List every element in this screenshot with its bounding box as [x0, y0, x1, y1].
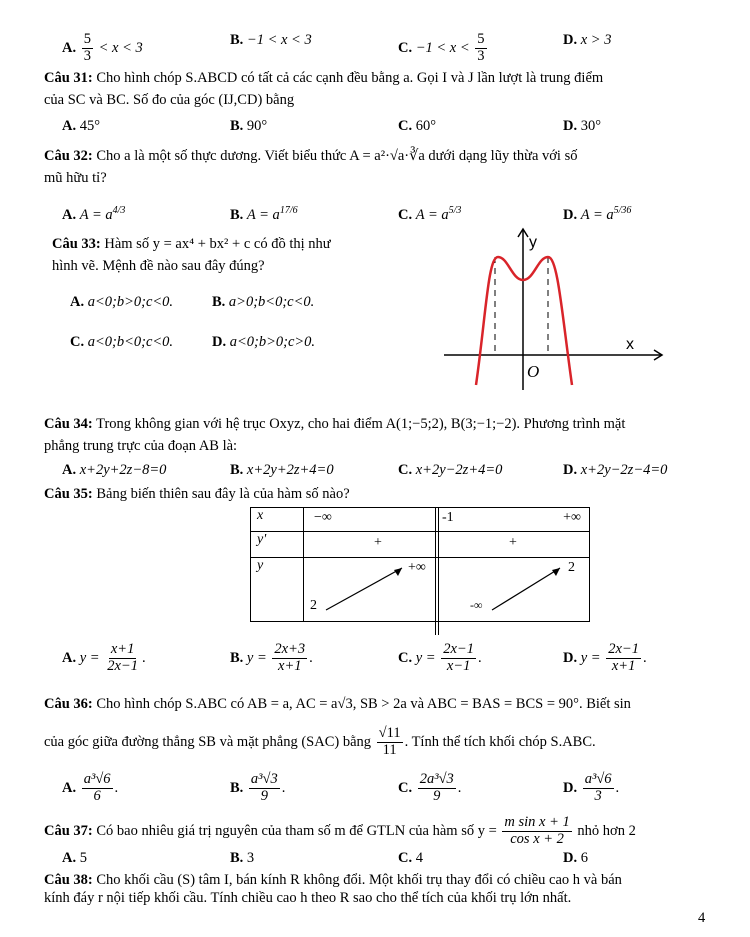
vt-x-header: x	[251, 508, 304, 532]
q37-option-d: D. 6	[563, 850, 588, 866]
q33-x-label: x	[626, 336, 634, 353]
q33-origin-label: O	[527, 362, 540, 381]
q37-option-a: A. 5	[62, 850, 87, 866]
q38-line1: Câu 38: Cho khối cầu (S) tâm I, bán kính R không đổi. Một khối trụ thay đổi có chiều cao h và bán	[44, 872, 622, 888]
q32-option-c: C. $A = a^{5/3}$	[398, 205, 462, 223]
vt-y-right-start: -∞	[470, 598, 483, 612]
variation-table	[250, 507, 590, 622]
vt-yp-header: y'	[251, 532, 304, 558]
q35-option-b: B. y = $\frac{2x+3}{x+1}$ .	[230, 641, 313, 674]
q33-line2: hình vẽ. Mệnh đề nào sau đây đúng?	[52, 258, 265, 274]
q36-line2: của góc giữa đường thẳng SB và mặt phẳng (SAC) bằng $\frac{√11}{11}$ . Tính thể tích khối chóp S.ABC.	[44, 725, 596, 758]
q36-line1: Câu 36: Cho hình chóp S.ABC có AB = a, AC = a√3, SB > 2a và ABC = BAS = BCS = 90°. Biết sin	[44, 696, 631, 712]
q30-option-d: D. x > 3	[563, 32, 612, 48]
q37-line1: Câu 37: Có bao nhiêu giá trị nguyên của tham số m để GTLN của hàm số y = $\frac{\text{m sin x + 1}}{\text{cos x + 2}}$ nhỏ hơn 2	[44, 814, 636, 847]
q30-option-a: A. $\frac{5}{3}$ < x < 3	[62, 31, 143, 64]
q36-option-b: B. $\frac{\text{a³√3}}{9}$ .	[230, 771, 286, 804]
q35-line1: Câu 35: Bảng biến thiên sau đây là của hàm số nào?	[44, 486, 350, 502]
q36-option-d: D. $\frac{\text{a³√6}}{3}$ .	[563, 771, 620, 804]
q33-option-a: A. a<0;b>0;c<0.	[70, 294, 174, 310]
q34-line1: Câu 34: Trong không gian với hệ trục Oxyz, cho hai điểm A(1;−5;2), B(3;−1;−2). Phương trình mặt	[44, 416, 626, 432]
vt-y-start: 2	[310, 598, 317, 613]
q34-option-a: A. x+2y+2z−8=0	[62, 462, 167, 478]
q32-option-d: D. $A = a^{5/36}$	[563, 205, 632, 223]
q31-option-a: A. 45°	[62, 118, 101, 134]
q33-graph	[440, 225, 670, 395]
q32-option-b: B. $A = a^{17/6}$	[230, 205, 298, 223]
q35-option-d: D. y = $\frac{2x-1}{x+1}$ .	[563, 641, 647, 674]
q34-option-c: C. x+2y−2z+4=0	[398, 462, 503, 478]
page-number: 4	[698, 910, 706, 926]
q31-line2: của SC và BC. Số đo của góc (IJ,CD) bằng	[44, 92, 295, 108]
vt-asymptote-line	[435, 507, 439, 635]
vt-sign-left: +	[374, 535, 382, 550]
q31-option-c: C. 60°	[398, 118, 437, 134]
q30-option-c: C. −1 < x < $\frac{5}{3}$	[398, 31, 485, 64]
vt-y-end: 2	[568, 560, 575, 575]
q33-option-c: C. a<0;b<0;c<0.	[70, 334, 174, 350]
q32-line1: Câu 32: Cho a là một số thực dương. Viết biểu thức A = a²·√a·∛a dưới dạng lũy thừa với số	[44, 148, 578, 164]
q31-option-d: D. 30°	[563, 118, 602, 134]
q33-y-label: y	[529, 234, 537, 251]
vt-y-left-end: +∞	[408, 560, 426, 575]
q33-option-d: D. a<0;b>0;c>0.	[212, 334, 316, 350]
vt-x-pinf: +∞	[563, 510, 581, 525]
q34-option-d: D. x+2y−2z−4=0	[563, 462, 668, 478]
q34-option-b: B. x+2y+2z+4=0	[230, 462, 334, 478]
q30-option-b: B. −1 < x < 3	[230, 32, 312, 48]
q35-option-c: C. y = $\frac{2x-1}{x-1}$ .	[398, 641, 482, 674]
q34-line2: phẳng trung trực của đoạn AB là:	[44, 438, 238, 454]
q32-line2: mũ hữu tỉ?	[44, 170, 107, 186]
q37-option-c: C. 4	[398, 850, 423, 866]
vt-y-header: y	[251, 558, 304, 622]
vt-x-ninf: −∞	[314, 510, 332, 525]
q36-option-c: C. $\frac{\text{2a³√3}}{9}$ .	[398, 771, 462, 804]
q38-line2: kính đáy r nội tiếp khối cầu. Tính chiều cao h theo R sao cho thể tích của khối trụ lớn nhất.	[44, 890, 572, 906]
q33-line1: Câu 33: Hàm số y = ax⁴ + bx² + c có đồ thị như	[52, 236, 331, 252]
vt-x-mid: -1	[442, 510, 454, 525]
q31-option-b: B. 90°	[230, 118, 268, 134]
q32-option-a: A. $A = a^{4/3}$	[62, 205, 126, 223]
vt-arrows	[304, 558, 594, 622]
q35-option-a: A. y = $\frac{x+1}{2x-1}$ .	[62, 641, 146, 674]
q36-option-a: A. $\frac{\text{a³√6}}{6}$ .	[62, 771, 119, 804]
q37-option-b: B. 3	[230, 850, 255, 866]
vt-sign-right: +	[509, 535, 517, 550]
q33-option-b: B. a>0;b<0;c<0.	[212, 294, 315, 310]
q31-line1: Câu 31: Cho hình chóp S.ABCD có tất cả các cạnh đều bằng a. Gọi I và J lần lượt là trung điểm	[44, 70, 604, 86]
